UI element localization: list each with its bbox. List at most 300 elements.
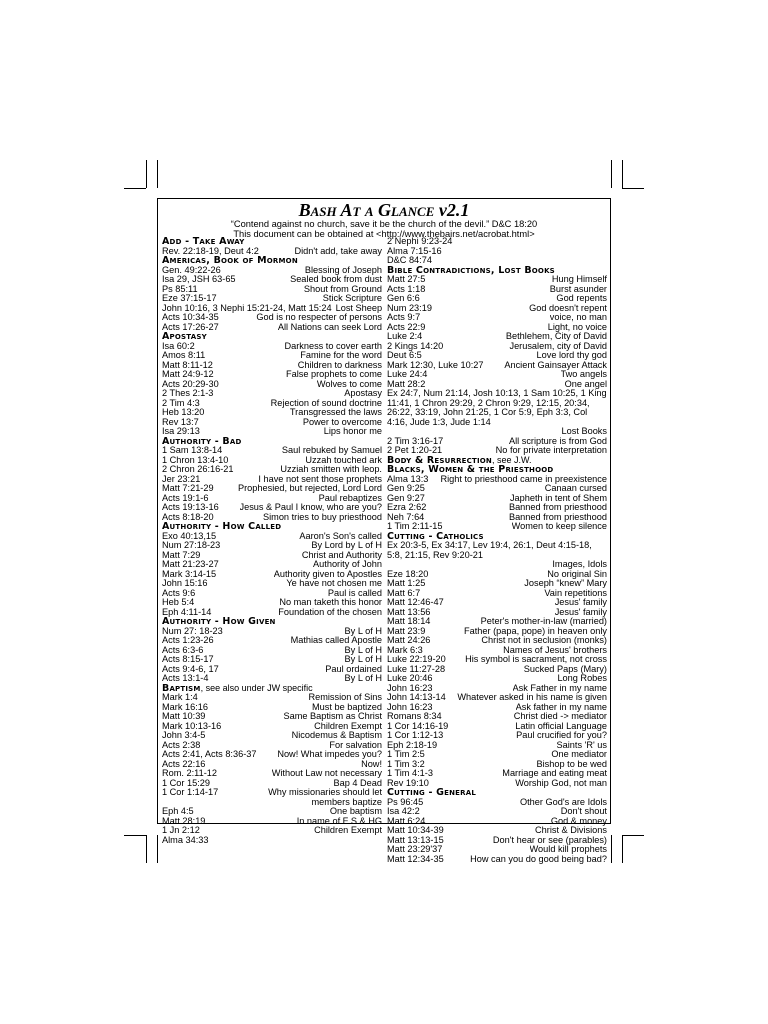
reference-entry (387, 646, 607, 656)
description: Paul crucified for you? (516, 731, 607, 740)
reference-entry (387, 769, 607, 779)
description: Darkness to cover earth (284, 341, 382, 351)
reference-entry (162, 836, 382, 846)
reference-entry (162, 323, 382, 333)
description: Paul ordained (325, 664, 382, 674)
reference-entry (387, 836, 607, 846)
reference-entry (162, 494, 382, 504)
reference: Eze 37:15-17 (162, 294, 217, 303)
reference-entry (162, 313, 382, 323)
reference: Eph 2:18-19 (387, 740, 438, 750)
reference: Matt 7:21-29 (162, 484, 214, 493)
description: Foundation of the chosen (278, 607, 382, 617)
reference-entry (387, 513, 607, 523)
description: Whatever asked in his name is given (457, 693, 607, 702)
reference-entry (162, 418, 382, 428)
crop-mark (146, 835, 147, 863)
reference: Alma 34:33 (162, 835, 209, 845)
reference: Acts 22:9 (387, 322, 426, 332)
reference: Gen. 49:22-26 (162, 265, 221, 275)
reference-entry (387, 370, 607, 380)
reference: Matt 13:56 (387, 607, 431, 617)
reference-entry (162, 646, 382, 656)
description: One angel (564, 379, 607, 389)
reference: Rev 19:10 (387, 778, 429, 788)
reference: Luke 24:4 (387, 370, 428, 379)
description: Ye have not chosen me (286, 579, 382, 588)
reference: Mark 1:4 (162, 693, 198, 702)
description: Joseph “knew” Mary (524, 579, 607, 588)
reference: Matt 10:39 (162, 712, 206, 721)
description: Canaan cursed (544, 484, 607, 493)
description: In name of F S & HG (296, 816, 382, 826)
reference: Matt 24:9-12 (162, 370, 214, 379)
reference-entry (162, 760, 382, 770)
reference-entry (162, 693, 382, 703)
left-column (162, 237, 382, 845)
reference-entry (387, 855, 607, 865)
description: By L of H (344, 674, 382, 683)
reference-entry (162, 655, 382, 665)
reference: 2 Kings 14:20 (387, 341, 444, 351)
section-heading-text: Bible Contradictions, Lost Books (387, 265, 555, 275)
reference: Acts 17:26-27 (162, 322, 219, 332)
reference-entry (162, 484, 382, 494)
reference: Mark 16:16 (162, 702, 208, 712)
section-heading (162, 522, 382, 532)
reference-entry (162, 589, 382, 599)
reference-entry (387, 655, 607, 665)
reference-entry (387, 304, 607, 314)
reference: 1 Cor 1:14-17 (162, 788, 219, 797)
crop-mark (611, 160, 612, 188)
description: Famine for the word (300, 351, 382, 360)
description: Christ not in seclusion (monks) (481, 636, 607, 645)
reference-entry (387, 427, 607, 437)
description: Jesus' family (554, 598, 607, 607)
reference-entry (162, 427, 382, 437)
description: Light, no voice (547, 322, 607, 332)
section-heading-text: Authority - Bad (162, 436, 242, 446)
description: Remission of Sins (308, 693, 382, 702)
reference: Eph 4:11-14 (162, 607, 212, 617)
reference: Luke 20:46 (387, 674, 433, 683)
reference: John 3:4-5 (162, 731, 206, 740)
reference: Isa 29, JSH 63-65 (162, 275, 236, 284)
description: Transgressed the laws (289, 408, 382, 417)
crop-mark (611, 835, 612, 863)
description: Uzziah smitten with leop. (280, 465, 382, 474)
section-heading-text: Blacks, Women & the Priesthood (387, 465, 554, 475)
reference-block (387, 541, 607, 570)
description: Stick Scripture (322, 294, 382, 303)
description: Would kill prophets (529, 845, 607, 854)
reference-entry (162, 731, 382, 741)
reference: Acts 19:13-16 (162, 503, 219, 512)
right-column (387, 237, 607, 864)
reference-entry (387, 722, 607, 732)
reference-entry (387, 237, 607, 247)
reference: Rev 13:7 (162, 417, 199, 427)
reference-entry (387, 617, 607, 627)
reference: Acts 1:23-26 (162, 636, 214, 645)
reference: Acts 9:4-6, 17 (162, 664, 219, 674)
description: Love lord thy god (536, 351, 607, 360)
reference-entry (387, 522, 607, 532)
description: Ask father in my name (515, 702, 607, 712)
reference-entry (162, 579, 382, 589)
description: Christ & Divisions (535, 826, 607, 835)
section-heading (162, 237, 382, 247)
description: Mathias called Apostle (290, 636, 382, 645)
reference-entry (162, 465, 382, 475)
reference-entry (387, 446, 607, 456)
reference-entry (162, 570, 382, 580)
crop-mark (622, 188, 644, 189)
reference: Acts 13:1-4 (162, 674, 209, 683)
description: Hung Himself (551, 275, 607, 284)
page-header (158, 199, 610, 239)
reference: Matt 6:7 (387, 588, 421, 598)
reference: 2 Tim 3:16-17 (387, 436, 444, 446)
reference-entry (387, 693, 607, 703)
reference: Acts 10:34-35 (162, 313, 219, 322)
reference-entry (387, 361, 607, 371)
reference-entry (387, 665, 607, 675)
reference: Matt 24:26 (387, 636, 431, 645)
description: No man taketh this honor (279, 598, 382, 607)
reference-entry (162, 608, 382, 618)
reference: Matt 18:14 (387, 617, 431, 626)
reference-entry (162, 541, 382, 551)
reference: Acts 22:16 (162, 759, 206, 769)
description: Father (papa, pope) in heaven only (463, 626, 607, 636)
crop-mark (124, 835, 146, 836)
reference-entry (387, 351, 607, 361)
reference-entry (162, 513, 382, 523)
section-heading-note: , see J.W. (491, 455, 532, 465)
reference: Heb 5:4 (162, 598, 195, 607)
reference-entry (387, 684, 607, 694)
description: Banned from priesthood (508, 503, 607, 512)
reference: 1 Cor 14:16-19 (387, 721, 449, 731)
reference-entry (162, 266, 382, 276)
reference-entry (162, 247, 382, 257)
reference-entry (387, 484, 607, 494)
reference: Deut 6:5 (387, 351, 422, 360)
reference-entry (387, 845, 607, 855)
reference: Ps 96:45 (387, 797, 424, 807)
description: Right to priesthood came in preexistence (440, 474, 607, 484)
description: Women to keep silence (511, 522, 607, 531)
reference-entry (162, 370, 382, 380)
description: Japheth in tent of Shem (509, 493, 607, 503)
reference: Mark 12:30, Luke 10:27 (387, 360, 484, 370)
reference-entry (387, 627, 607, 637)
reference: Acts 1:18 (387, 284, 426, 294)
reference: 1 Cor 1:12-13 (387, 731, 444, 740)
description: Uzzah touched ark (305, 455, 382, 465)
reference: Luke 2:4 (387, 332, 423, 341)
reference-entry (162, 560, 382, 570)
reference: 1 Tim 2:11-15 (387, 522, 443, 531)
description: Christ and Authority (301, 550, 382, 560)
reference-entry (387, 285, 607, 295)
reference-entry (387, 589, 607, 599)
reference: Amos 8:11 (162, 351, 206, 360)
description: Saints 'R' us (556, 740, 607, 750)
description: Ancient Gainsayer Attack (504, 360, 607, 370)
reference-entry (387, 826, 607, 836)
section-heading (162, 684, 382, 694)
description: Jesus & Paul I know, who are you? (239, 503, 382, 512)
description: One mediator (551, 750, 607, 759)
reference: Num 23:19 (387, 303, 432, 313)
description: Peter's mother-in-law (married) (480, 617, 607, 626)
reference: Matt 6:24 (387, 816, 426, 826)
reference: Exo 40:13,15 (162, 531, 217, 541)
description: Same Baptism as Christ (283, 712, 382, 721)
description: Sealed book from dust (290, 275, 382, 284)
reference: Luke 11:27-28 (387, 664, 446, 674)
description: Children Exempt (314, 721, 382, 731)
reference: Gen 9:27 (387, 493, 425, 503)
description: God & money (550, 816, 607, 826)
description: By L of H (344, 626, 382, 636)
section-heading-text: Apostasy (162, 332, 207, 342)
reference: D&C 84:74 (387, 256, 432, 265)
description: Power to overcome (302, 417, 382, 427)
description: Bethlehem, City of David (505, 332, 607, 341)
reference-entry (387, 323, 607, 333)
reference-entry (162, 769, 382, 779)
section-heading-note: , see also under JW specific (200, 683, 313, 693)
section-heading (387, 456, 607, 466)
description: Other God's are Idols (519, 797, 607, 807)
crop-mark (622, 160, 623, 188)
reference-entry (162, 304, 382, 314)
reference: Acts 9:6 (162, 588, 196, 598)
crop-mark (157, 835, 158, 863)
description: Prophesied, but rejected, Lord Lord (237, 484, 382, 493)
reference-entry (162, 275, 382, 285)
reference: Mark 10:13-16 (162, 721, 222, 731)
reference: Gen 9:25 (387, 484, 425, 493)
reference: Acts 9:7 (387, 313, 421, 322)
reference-entry (387, 437, 607, 447)
reference-entry (387, 275, 607, 285)
reference: Acts 2:38 (162, 740, 201, 750)
reference-entry (162, 380, 382, 390)
reference: 1 Tim 2:5 (387, 750, 425, 759)
reference: Jer 23:21 (162, 474, 201, 484)
reference: Matt 8:11-12 (162, 360, 213, 370)
reference: Mark 3:14-15 (162, 569, 217, 579)
description: Rejection of sound doctrine (270, 398, 382, 408)
reference-entry (162, 456, 382, 466)
description: Jerusalem, city of David (509, 341, 607, 351)
description: Names of Jesus' brothers (503, 645, 607, 655)
section-heading-text: Americas, Book of Mormon (162, 256, 298, 266)
reference (387, 560, 391, 570)
description: Don't hear or see (parables) (492, 835, 607, 845)
crop-mark (622, 835, 644, 836)
crop-mark (124, 188, 146, 189)
description: Lost Sheep (335, 303, 382, 313)
description: By L of H (344, 655, 382, 664)
reference-entry (387, 294, 607, 304)
reference: Matt 21:23-27 (162, 560, 219, 569)
reference-entry (162, 788, 382, 798)
reference: Matt 12:34-35 (387, 854, 444, 864)
section-heading (387, 266, 607, 276)
reference-entry (162, 674, 382, 684)
description: Worship God, not man (515, 778, 607, 788)
reference: Luke 22:19-20 (387, 655, 446, 664)
description: By L of H (344, 645, 382, 655)
description: Children Exempt (314, 826, 382, 835)
reference-entry (162, 446, 382, 456)
reference: 1 Chron 13:4-10 (162, 455, 229, 465)
reference (387, 427, 391, 437)
reference: 1 Jn 2:12 (162, 826, 200, 835)
section-heading (162, 256, 382, 266)
description: For salvation (329, 740, 382, 750)
reference: John 16:23 (387, 683, 433, 693)
reference-entry (387, 750, 607, 760)
reference: Isa 29:13 (162, 427, 200, 436)
reference: Neh 7:64 (387, 512, 425, 522)
description: False prophets to come (285, 370, 382, 379)
section-heading-text: Cutting - General (387, 788, 477, 798)
reference: 1 Cor 15:29 (162, 778, 211, 788)
reference: 1 Sam 13:8-14 (162, 446, 223, 455)
reference: Matt 23:29'37 (387, 845, 443, 854)
reference-entry (162, 475, 382, 485)
description: Images, Idols (552, 560, 607, 569)
reference: Isa 42:2 (387, 807, 420, 816)
description: I have not sent those prophets (258, 474, 382, 484)
description: Without Law not necessary (271, 769, 382, 778)
reference-entry (387, 731, 607, 741)
reference: Matt 28:2 (387, 379, 426, 389)
source-note: This document can be obtained at <http://www.thebairs.net/acrobat.html> (233, 228, 535, 239)
crop-mark (622, 835, 623, 863)
description: Why missionaries should let (268, 788, 382, 797)
description: Aaron's Son's called (299, 531, 382, 541)
description: Latin official Language (515, 721, 607, 731)
crop-mark (146, 160, 147, 188)
reference-entry (162, 532, 382, 542)
reference-entry (387, 560, 607, 570)
section-heading-text: Baptism (162, 683, 201, 693)
reference: Eze 18:20 (387, 569, 429, 579)
reference-entry (387, 712, 607, 722)
description: His symbol is sacrament, not cross (465, 655, 607, 664)
description: Paul rebaptizes (318, 493, 382, 503)
reference-entry (387, 779, 607, 789)
reference: Romans 8:34 (387, 712, 442, 721)
epigraph: “Contend against no church, save it be the church of the devil.” D&C 18:20 (230, 219, 538, 229)
section-heading (162, 332, 382, 342)
reference-entry (162, 351, 382, 361)
reference-entry (387, 807, 607, 817)
reference: Alma 7:15-16 (387, 246, 442, 256)
reference-entry (387, 570, 607, 580)
reference: 2 Chron 26:16-21 (162, 465, 234, 474)
description: How can you do good being bad? (470, 854, 607, 864)
reference-entry (162, 627, 382, 637)
reference-entry (387, 579, 607, 589)
reference: Eph 4:5 (162, 807, 194, 816)
reference-entry (387, 674, 607, 684)
description: Apostasy (344, 389, 382, 398)
description: Now! (361, 759, 382, 769)
section-heading (162, 437, 382, 447)
description: God repents (556, 294, 607, 303)
description: members baptize (311, 797, 382, 807)
reference-entry (387, 247, 607, 257)
reference: Matt 7:29 (162, 550, 201, 560)
reference-entry (162, 826, 382, 836)
description: Now! What impedes you? (277, 750, 382, 759)
reference: Isa 60:2 (162, 341, 195, 351)
reference: Gen 6:6 (387, 294, 420, 303)
description: Wolves to come (316, 379, 382, 389)
reference: 1 Tim 4:1-3 (387, 769, 433, 778)
reference: Matt 12:46-47 (387, 598, 444, 607)
reference: Num 27:18-23 (162, 541, 221, 550)
reference-entry (162, 712, 382, 722)
description: Burst asunder (549, 284, 607, 294)
reference: Alma 13:3 (387, 474, 429, 484)
reference: Matt 13:13-15 (387, 835, 444, 845)
reference-entry (387, 256, 607, 266)
reference-entry (162, 807, 382, 817)
reference-entry (162, 294, 382, 304)
reference: Matt 10:34-39 (387, 826, 444, 835)
description: Ask Father in my name (512, 683, 607, 693)
reference: John 15:16 (162, 579, 208, 588)
title-main: Bash At a Glance (298, 200, 435, 220)
reference: 2 Nephi 9:23-24 (387, 237, 453, 246)
reference-entry (162, 399, 382, 409)
reference-entry (387, 494, 607, 504)
section-heading (162, 617, 382, 627)
reference: Heb 13:20 (162, 408, 205, 417)
section-heading (387, 465, 607, 475)
reference: Acts 20:29-30 (162, 379, 219, 389)
reference: John 16:23 (387, 702, 433, 712)
reference-entry (162, 503, 382, 513)
reference-entry (162, 779, 382, 789)
reference-entry (162, 408, 382, 418)
description: Must be baptized (312, 702, 382, 712)
description: God is no respecter of persons (256, 313, 382, 322)
description: Banned from priesthood (508, 512, 607, 522)
description: Sucked Paps (Mary) (523, 664, 607, 674)
section-heading (387, 788, 607, 798)
description: God doesn't repent (529, 303, 607, 313)
description: Vain repetitions (544, 588, 607, 598)
description: All scripture is from God (508, 436, 607, 446)
reference: Matt 1:25 (387, 579, 426, 588)
description: Saul rebuked by Samuel (281, 446, 382, 455)
reference: Acts 19:1-6 (162, 493, 209, 503)
reference-entry (387, 342, 607, 352)
description: Lost Books (561, 427, 607, 436)
section-heading-text: Authority - How Called (162, 522, 282, 532)
